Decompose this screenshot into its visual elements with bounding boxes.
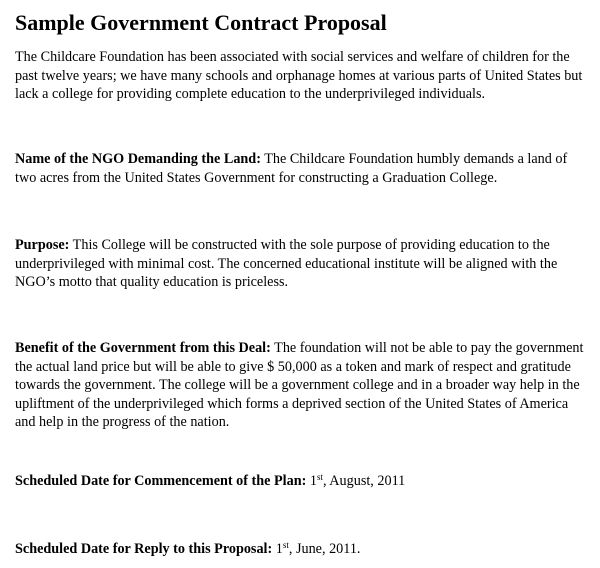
- purpose-label: Purpose:: [15, 237, 70, 253]
- benefit-text: The foundation will not be able to pay the government the actual land price but will be able to give $ 50,000 as a token and mark of respect and gratitude towards the government. The college will be a government college and in a broader way help in the upliftment of the underprivileged which forms a deprived section of the United States of America and help in the progress of the nation.: [15, 340, 584, 430]
- commencement-day-suffix: st: [316, 472, 323, 482]
- reply-label: Scheduled Date for Reply to this Proposal:: [15, 541, 273, 557]
- commencement-paragraph: [15, 472, 590, 491]
- reply-day: 1: [272, 541, 283, 557]
- ngo-text: The Childcare Foundation humbly demands a land of two acres from the United States Government for constructing a Graduation College.: [15, 151, 568, 186]
- document-title: Sample Government Contract Proposal: [15, 10, 387, 35]
- purpose-text: This College will be constructed with the sole purpose of providing education to the underprivileged with minimal cost. The concerned educational institute will be aligned with the NGO’s motto that quality education is priceless.: [15, 237, 558, 290]
- ngo-paragraph: [15, 150, 590, 187]
- commencement-label: Scheduled Date for Commencement of the Plan:: [15, 473, 307, 489]
- commencement-day: 1: [306, 473, 317, 489]
- commencement-date-rest: , August, 2011: [322, 473, 406, 489]
- reply-date-rest: , June, 2011.: [288, 541, 361, 557]
- benefit-paragraph: [15, 339, 590, 432]
- reply-paragraph: [15, 540, 590, 559]
- benefit-label: Benefit of the Government from this Deal:: [15, 340, 271, 356]
- ngo-label: Name of the NGO Demanding the Land:: [15, 151, 261, 167]
- intro-paragraph: The Childcare Foundation has been associated with social services and welfare of children for the past twelve years; we have many schools and orphanage homes at various parts of United States but lack a college for providing complete education to the underprivileged individuals.: [15, 49, 583, 102]
- reply-day-suffix: st: [282, 540, 289, 550]
- purpose-paragraph: [15, 236, 590, 292]
